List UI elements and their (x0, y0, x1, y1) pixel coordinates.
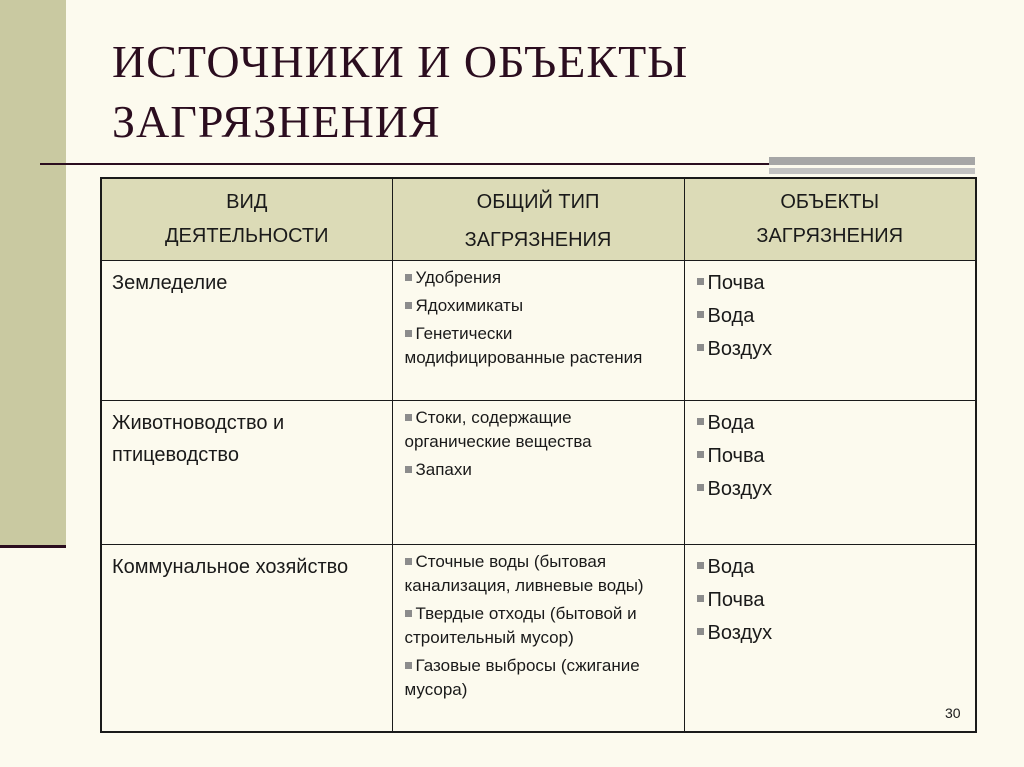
objects-cell (684, 260, 976, 400)
activity-cell: Земледелие (101, 260, 392, 400)
header-activity: ВИД ДЕЯТЕЛЬНОСТИ (101, 178, 392, 260)
bullet-square-icon (697, 278, 704, 285)
list-item: Удобрения (405, 266, 676, 290)
bullet-square-icon (697, 311, 704, 318)
slide-title (112, 32, 932, 152)
list-item: Воздух (697, 617, 968, 650)
bullet-square-icon (697, 628, 704, 635)
list-item: Воздух (697, 333, 968, 366)
objects-cell (684, 400, 976, 544)
bullet-square-icon (697, 484, 704, 491)
list-item: Стоки, содержащие органические вещества (404, 407, 592, 451)
objects-cell (684, 544, 976, 732)
list-item: Вода (697, 407, 968, 440)
list-item: Сточные воды (бытовая канализация, ливневые воды) (404, 551, 644, 595)
list-item: Почва (697, 267, 968, 300)
bullet-square-icon (697, 562, 704, 569)
bullet-square-icon (405, 662, 412, 669)
bullet-square-icon (405, 610, 412, 617)
activity-cell: Животноводство и птицеводство (101, 400, 392, 544)
header-objects: ОБЪЕКТЫ ЗАГРЯЗНЕНИЯ (684, 178, 976, 260)
list-item: Вода (697, 300, 968, 333)
title-divider (40, 163, 770, 165)
slide-title-line1: ИСТОЧНИКИ И ОБЪЕКТЫ (112, 36, 689, 87)
bullet-square-icon (405, 302, 412, 309)
activity-cell: Коммунальное хозяйство (101, 544, 392, 732)
list-item: Воздух (697, 473, 968, 506)
pollution-type-cell (392, 400, 684, 544)
bullet-square-icon (405, 558, 412, 565)
bullet-square-icon (405, 466, 412, 473)
list-item: Почва (697, 584, 968, 617)
table-header-row (101, 178, 976, 260)
bullet-square-icon (697, 344, 704, 351)
title-divider-accent-lower (769, 168, 975, 174)
header-pollution-type: ОБЩИЙ ТИП ЗАГРЯЗНЕНИЯ (392, 178, 684, 260)
bullet-square-icon (405, 330, 412, 337)
bullet-square-icon (697, 451, 704, 458)
list-item: Запахи (405, 458, 676, 482)
title-divider-accent (769, 157, 975, 165)
pollution-table (100, 177, 977, 733)
bullet-square-icon (697, 418, 704, 425)
table-row (101, 260, 976, 400)
bullet-square-icon (405, 414, 412, 421)
side-accent-bar (0, 0, 66, 548)
list-item: Вода (697, 551, 968, 584)
table-row (101, 544, 976, 732)
table-row (101, 400, 976, 544)
list-item: Почва (697, 440, 968, 473)
list-item: Газовые выбросы (сжигание мусора) (404, 655, 640, 699)
slide-title-line2: ЗАГРЯЗНЕНИЯ (112, 96, 441, 147)
bullet-square-icon (405, 274, 412, 281)
side-accent-line (0, 545, 66, 548)
pollution-type-cell (392, 260, 684, 400)
bullet-square-icon (697, 595, 704, 602)
page-number: 30 (945, 705, 961, 721)
pollution-type-cell (392, 544, 684, 732)
list-item: Генетически модифицированные растения (404, 323, 643, 367)
list-item: Ядохимикаты (405, 294, 676, 318)
list-item: Твердые отходы (бытовой и строительный мусор) (404, 603, 637, 647)
